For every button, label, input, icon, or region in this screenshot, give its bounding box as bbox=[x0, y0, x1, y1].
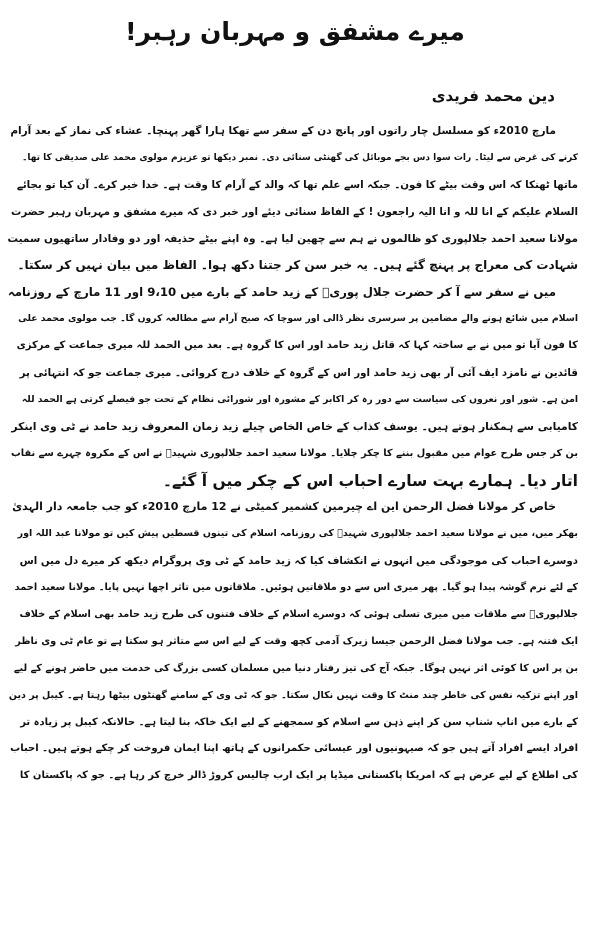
text-line: بھکر میں، میں نے مولانا سعید احمد جلالپوری شہیدؒ کی روزنامہ اسلام کی تینوں قسطیں پیش کیں تو مولانا عبد اللہ اور bbox=[17, 528, 578, 540]
text-line: کامیابی سے ہمکنار ہوتے ہیں۔ یوسف کذاب کے خاص الخاص چیلے زید زمان المعروف زید حامد نے ٹی وی اینکر bbox=[11, 419, 578, 433]
author-name: دین محمد فریدی bbox=[431, 87, 555, 105]
text-line: کا فون آیا تو میں نے بے ساختہ کہا کہ قاتل زید حامد اور اس کا گروہ ہے۔ بعد میں الحمد للہ میری جماعت کے مرکزی bbox=[16, 340, 578, 352]
article-body bbox=[8, 118, 578, 940]
text-line: ماتھا ٹھنکا کہ اس وقت بیٹے کا فون۔ جبکہ اسے علم تھا کہ والد کے آرام کا وقت ہے۔ خدا خیر کرے۔ آن کیا تو بجائے bbox=[16, 178, 578, 191]
text-line: اسلام میں شائع ہونے والے مضامین پر سرسری نظر ڈالی اور سوچا کہ صبح آرام سے مطالعہ کروں گا۔ جب مولوی محمد علی bbox=[18, 313, 578, 325]
text-line: کے لئے نرم گوشہ پیدا ہو گیا۔ پھر میری اس سے دو ملاقاتیں ہوئیں۔ ملاقاتوں میں تاثر اچھا نہیں پایا۔ مولانا سعید احمد bbox=[14, 582, 578, 594]
text-line: اور اپنے تزکیہ نفس کی خاطر چند منٹ کا وقت نہیں نکال سکتا۔ جو کہ ٹی وی کے سامنے گھنٹوں بیٹھا رہتا ہے۔ کیبل پر دین bbox=[8, 689, 578, 701]
text-line: میں نے سفر سے آ کر حضرت جلال پوریؒ کے زید حامد کے بارے میں 9،10 اور 11 مارچ کے روزنامہ bbox=[8, 285, 556, 300]
text-line: شہادت کی معراج پر پہنچ گئے ہیں۔ یہ خبر سن کر جتنا دکھ ہوا۔ الفاظ میں بیان نہیں کر سکتا۔ bbox=[17, 258, 578, 273]
text-line: السلام علیکم کے انا للہ و انا الیہ راجعون ! کے الفاظ سنائی دیئے اور خبر دی کہ میرے مشفق و مہربان رہبر حضرت bbox=[11, 205, 578, 218]
text-line: کی اطلاع کے لیے عرض ہے کہ امریکا پاکستانی میڈیا پر ایک ارب چالیس کروڑ ڈالر خرچ کر رہا ہے۔ جو کہ پاکستان کا bbox=[19, 770, 578, 782]
article-title: میرے مشفق و مہربان رہبر! bbox=[125, 17, 465, 46]
text-line: افراد ایسے افراد آتے ہیں جو کہ صیہونیوں اور عیسائی حکمرانوں کے ہاتھ اپنا ایمان فروخت کر چکے ہوتے ہیں۔ احباب bbox=[10, 743, 578, 755]
text-line: امن ہے۔ شور اور نعروں کی سیاست سے دور رہ کر اکابر کے مشورہ اور شورائی نظام کے تحت جو فیصلے کرتی ہے الحمد للہ bbox=[21, 393, 578, 405]
text-line: خاص کر مولانا فضل الرحمن این اے چیرمین کشمیر کمیٹی نے 12 مارچ 2010ء کو جب جامعہ دار الہدیٰ bbox=[12, 500, 556, 514]
text-line: دوسرے احباب کی موجودگی میں انہوں نے انکشاف کیا کہ زید حامد کے ٹی وی پروگرام دیکھ کر میرے دل میں اس bbox=[19, 555, 578, 568]
text-line: مولانا سعید احمد جلالپوری کو ظالموں نے ہم سے چھین لیا ہے۔ وہ اپنے بیٹے حذیفہ اور دو وفادار ساتھیوں سمیت bbox=[8, 232, 578, 245]
text-line: اتار دیا۔ ہمارے بہت سارے احباب اس کے چکر میں آ گئے۔ bbox=[162, 471, 578, 490]
text-line: ایک فتنہ ہے۔ جب مولانا فضل الرحمن جیسا زیرک آدمی کچھ وقت کے لیے اس سے متاثر ہو سکتا ہے تو عام ٹی وی ناظر bbox=[15, 635, 578, 647]
text-line: بن کر جس طرح عوام میں مقبول بننے کا چکر چلایا۔ مولانا سعید احمد جلالپوری شہیدؒ نے اس کے مکروہ چہرے سے نقاب bbox=[10, 447, 578, 459]
text-line: قائدین نے نامزد ایف آئی آر بھی زید حامد اور اس کے گروہ کے خلاف درج کروائی۔ میری جماعت جو کہ انتہائی پر bbox=[19, 367, 578, 380]
text-line: کرنے کی غرض سے لیٹا۔ رات سوا دس بجے موبائل کی گھنٹی سنائی دی۔ نمبر دیکھا تو عزیزم مولوی محمد علی صدیقی کا تھا۔ bbox=[22, 152, 578, 163]
text-line: بن پر اس کا کوئی اثر نہیں ہوگا۔ جبکہ آج کی تیز رفتار دنیا میں مسلمان کسی بزرگ کی خدمت میں حاضر ہونے کے لیے bbox=[13, 662, 578, 674]
text-line: کے بارے میں اناپ شناپ سن کر اپنے ذہن سے اسلام کو سمجھنے کے لیے ایک خاکہ بنا لیتا ہے۔ حالانکہ کیبل پر زیادہ تر bbox=[20, 716, 578, 728]
text-line: جلالپوریؒ سے ملاقات میں میری تسلی ہوئی کہ دوسرے اسلام کے خلاف فتنوں کی طرح زید حامد بھی اسلام کے خلاف bbox=[19, 609, 578, 621]
text-line: مارچ 2010ء کو مسلسل چار راتوں اور پانچ دن کے سفر سے تھکا ہارا گھر پہنچا۔ عشاء کی نماز کے بعد آرام bbox=[10, 125, 556, 137]
